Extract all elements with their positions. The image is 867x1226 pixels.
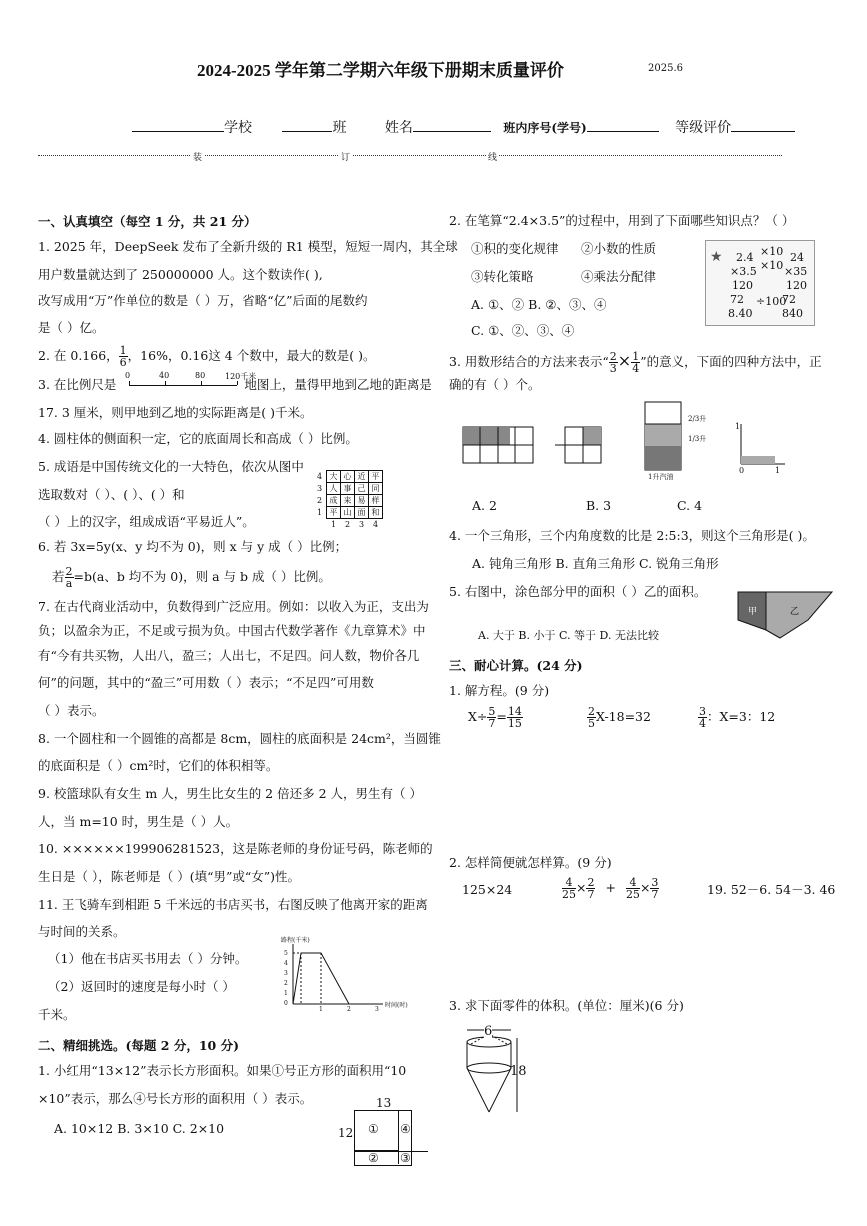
calc-image: ★ 2.4 ×3.5 120 72 8.40 ×10 ×10 ÷100 24 ×35 120 72 840 (705, 240, 815, 326)
q6-den: a (65, 577, 73, 590)
q2-text-c: 这 4 个数中，最大的数是( )。 (208, 348, 376, 363)
page-title: 2024-2025 学年第二学期六年级下册期末质量评价 (197, 61, 564, 80)
scale-bar (125, 371, 257, 390)
grid-row-label: 2 (316, 496, 323, 505)
grid-cell: 事 (341, 483, 355, 495)
grid-cell: 山 (341, 507, 355, 519)
axis-label-0: 0 (739, 466, 745, 475)
grid-cell: 平 (369, 471, 383, 483)
p3-line-1: 3. 用数形结合的方法来表示“ $\frac{2}{3}$ × $\frac{1}{4}$ ”的意义，下面的四种方法中，正 (449, 350, 822, 375)
q3-text-b: 地图上，量得甲地到乙地的距离是 (244, 377, 432, 392)
q8-line-1: 8. 一个圆柱和一个圆锥的高都是 8cm，圆柱的底面积是 24cm²，当圆锥 (38, 731, 441, 746)
equation-3: $\frac{3}{4}$ ：X=3：12 (699, 705, 776, 730)
class-label: 班 (332, 120, 347, 136)
q6-num: 2 (65, 565, 73, 578)
seat-label: 班内序号(学号) (503, 121, 587, 135)
equation-2: $\frac{2}{5}$ X-18=32 (588, 705, 651, 730)
idiom-grid-table (313, 470, 383, 530)
q11-line-1: 11. 王飞骑车到相距 5 千米远的书店买书，右图反映了他离开家的距离 (38, 897, 428, 912)
q6-fraction (65, 566, 74, 589)
region-jia-label: 甲 (748, 607, 758, 617)
grid-cell: 同 (369, 483, 383, 495)
seat-field[interactable] (587, 131, 659, 132)
q3-line-2: 17. 3 厘米，则甲地到乙地的实际距离是( )千米。 (38, 405, 313, 420)
calc-1-heading: 1. 解方程。(9 分) (449, 683, 550, 698)
scale-tick-120: 120千米 (225, 372, 257, 381)
q7-line-3: 有“今有共买物，人出八，盈三；人出七，不足四。问人数，物价各几 (38, 648, 420, 663)
graph-ylabel: 路程(千米) (281, 937, 310, 944)
section-2-heading: 二、精细挑选。(每题 2 分，10 分) (38, 1038, 239, 1053)
grid-col-label: 3 (358, 520, 365, 529)
q2-den: 6 (119, 356, 127, 369)
graph-xtick: 3 (375, 1006, 379, 1013)
q11-line-3: （1）他在书店买书用去（ ）分钟。 (48, 951, 248, 966)
cell-1: ① (368, 1122, 379, 1136)
q9-line-2: 人，当 m=10 时，男生是（ ）人。 (38, 814, 239, 829)
p3-option-a: A. 2 (472, 498, 497, 513)
graph-ytick: 0 (284, 1000, 288, 1007)
graph-ytick: 4 (284, 960, 288, 967)
p2-opt-2: ②小数的性质 (581, 241, 657, 256)
q2-text-b: ，16%， (127, 348, 181, 363)
cell-3: ③ (400, 1151, 411, 1165)
grid-col-label: 1 (330, 520, 337, 529)
p2-opt-3: ③转化策略 (471, 269, 534, 284)
p3-option-c: C. 4 (677, 498, 703, 513)
name-field[interactable] (413, 131, 491, 132)
jug-label-mid: 1/3升 (688, 435, 707, 443)
calc-expr-3: 19. 52－6. 54－3. 46 (707, 882, 836, 897)
q11-line-5: 千米。 (38, 1007, 76, 1022)
q10-line-2: 生日是（ ），陈老师是（ ）(填“男”或“女”)性。 (38, 869, 301, 884)
figure-a-grid (463, 427, 533, 463)
p2-opt-4: ④乘法分配律 (581, 269, 657, 284)
rect-left-label: 12 (338, 1126, 354, 1140)
calc-expr-1: 125×24 (462, 882, 513, 897)
section-3-heading: 三、耐心计算。(24 分) (449, 658, 583, 673)
region-yi-label: 乙 (790, 607, 800, 617)
section-1-heading: 一、认真填空（每空 1 分，共 21 分） (38, 214, 257, 229)
cell-4: ④ (400, 1122, 411, 1136)
p2-choices-1: A. ①、② B. ②、③、④ (471, 297, 607, 312)
q6-text-b: 若 (52, 569, 65, 584)
p5-options: A. 大于 B. 小于 C. 等于 D. 无法比较 (478, 629, 659, 642)
grid-cell: 平 (327, 507, 341, 519)
rect-top-label: 13 (376, 1096, 392, 1110)
grid-cell: 样 (369, 495, 383, 507)
p3-frac-2: $\frac{1}{4}$ (632, 350, 640, 375)
grid-cell: 面 (355, 507, 369, 519)
p3-text-b: ”的意义，下面的四种方法中，正 (640, 354, 822, 369)
grid-cell: 和 (369, 507, 383, 519)
grid-col-label: 4 (372, 520, 379, 529)
q6-line-2 (52, 566, 331, 589)
grade-field[interactable] (731, 131, 795, 132)
graph-xtick: 1 (319, 1006, 323, 1013)
p2-opt-1: ①积的变化规律 (471, 241, 559, 256)
calc-expr-2: $\frac{4}{25}$ × $\frac{2}{7}$ + $\frac{4}{25}$ × $\frac{3}{7}$ (562, 876, 659, 901)
exam-date: 2025.6 (648, 63, 683, 74)
q6-text-c: =b(a、b 均不为 0)，则 a 与 b 成（ ）比例。 (73, 569, 331, 584)
figure-d-axes (741, 424, 785, 464)
q2-repeating: 0.16̇ (180, 348, 209, 363)
binding-line (38, 155, 782, 156)
calc-3-heading: 3. 求下面零件的体积。(单位：厘米)(6 分) (449, 998, 684, 1013)
grid-row-label: 1 (316, 508, 323, 517)
p1-line-2: ×10”表示，那么④号长方形的面积用（ ）表示。 (38, 1091, 313, 1106)
p3-option-b: B. 3 (586, 498, 612, 513)
q5-line-1: 5. 成语是中国传统文化的一大特色，依次从图中 (38, 459, 304, 474)
p4-options: A. 钝角三角形 B. 直角三角形 C. 锐角三角形 (472, 556, 719, 571)
q1-line-4: 是（ ）亿。 (38, 320, 105, 335)
q2-text-a: 2. 在 0.166， (38, 348, 119, 363)
q2-fraction (119, 345, 128, 368)
grid-cell: 心 (341, 471, 355, 483)
jug-label-top: 2/3升 (688, 415, 707, 423)
graph-ytick: 1 (284, 990, 288, 997)
school-label: 学校 (224, 120, 252, 136)
grid-cell: 大 (327, 471, 341, 483)
binding-mark-3: 线 (486, 150, 499, 163)
q11-line-4: （2）返回时的速度是每小时（ ） (48, 979, 235, 994)
axis-label-1: 1 (735, 422, 741, 431)
star-icon: ★ (710, 249, 723, 265)
distance-time-graph (279, 938, 419, 1016)
grid-row-label: 4 (316, 472, 323, 481)
q2-num: 1 (119, 344, 127, 357)
grid-col-label: 2 (344, 520, 351, 529)
q3-text-a: 3. 在比例尺是 (38, 377, 117, 392)
idiom-grid (313, 470, 383, 530)
q1-line-1: 1. 2025 年，DeepSeek 发布了全新升级的 R1 模型，短短一周内，其全球 (38, 239, 458, 254)
grid-cell: 来 (341, 495, 355, 507)
q4-line: 4. 圆柱体的侧面积一定，它的底面周长和高成（ ）比例。 (38, 431, 358, 446)
q7-line-4: 何”的问题，其中的“盈三”可用数（ ）表示；“不足四”可用数 (38, 675, 374, 690)
diameter-label: 6 (484, 1024, 493, 1039)
q6-line-1: 6. 若 3x=5y(x、y 均不为 0)，则 x 与 y 成（ ）比例； (38, 539, 348, 554)
p4-line-1: 4. 一个三角形，三个内角度数的比是 2:5:3，则这个三角形是( )。 (449, 528, 815, 543)
q10-line-1: 10. ××××××199906281523，这是陈老师的身份证号码，陈老师的 (38, 841, 433, 856)
cell-2: ② (368, 1151, 379, 1165)
grid-cell: 己 (355, 483, 369, 495)
rectangle-figure (336, 1096, 416, 1170)
graph-xlabel: 时间(时) (385, 1002, 408, 1009)
height-label: 18 (510, 1064, 527, 1079)
q7-line-1: 7. 在古代商业活动中，负数得到广泛应用。例如：以收入为正，支出为 (38, 599, 429, 614)
axis-label-x1: 1 (775, 466, 781, 475)
graph-xtick: 2 (347, 1006, 351, 1013)
q1-line-2: 用户数量就达到了 250000000 人。这个数读作( ), (38, 267, 323, 282)
grade-label: 等级评价 (675, 120, 732, 136)
school-field[interactable] (132, 131, 224, 132)
scale-tick-80: 80 (195, 371, 206, 380)
equation-1: X÷ $\frac{5}{7}$ = $\frac{14}{15}$ (468, 705, 522, 730)
grid-cell: 人 (327, 483, 341, 495)
jug-label-bottom: 1升汽油 (648, 473, 674, 481)
graph-ytick: 2 (284, 980, 288, 987)
p2-line-1: 2. 在笔算“2.4×3.5”的过程中，用到了下面哪些知识点？（ ） (449, 213, 795, 228)
graph-ytick: 5 (284, 950, 288, 957)
q5-line-3: （ ）上的汉字，组成成语“平易近人”。 (38, 514, 255, 529)
figure-b-squares (555, 427, 601, 463)
graph-ytick: 3 (284, 970, 288, 977)
p5-line-1: 5. 右图中，涂色部分甲的面积（ ）乙的面积。 (449, 584, 707, 599)
calc-2-heading: 2. 怎样简便就怎样算。(9 分) (449, 855, 612, 870)
p3-text-a: 3. 用数形结合的方法来表示“ (449, 354, 609, 369)
grid-cell: 近 (355, 471, 369, 483)
q7-line-2: 负；以盈余为正，不足或亏损为负。中国古代数学著作《九章算术》中 (38, 623, 426, 638)
p1-options: A. 10×12 B. 3×10 C. 2×10 (54, 1121, 225, 1136)
scale-tick-0: 0 (125, 371, 131, 380)
q11-line-2: 与时间的关系。 (38, 924, 126, 939)
p3-line-2: 确的有（ ）个。 (449, 377, 541, 392)
scale-tick-40: 40 (159, 371, 170, 380)
q5-line-2: 选取数对（ ）、( ）、( ）和 (38, 487, 185, 502)
p3-frac-1: $\frac{2}{3}$ (609, 350, 617, 375)
q8-line-2: 的底面积是（ ）cm²时，它们的体积相等。 (38, 758, 279, 773)
binding-mark-2: 订 (339, 150, 352, 163)
p1-line-1: 1. 小红用“13×12”表示长方形面积。如果①号正方形的面积用“10 (38, 1063, 407, 1078)
grid-cell: 成 (327, 495, 341, 507)
part-figure (459, 1024, 539, 1120)
q7-line-5: （ ）表示。 (38, 703, 105, 718)
name-label: 姓名 (384, 120, 413, 136)
q2-line (38, 345, 375, 368)
p2-choices-2: C. ①、②、③、④ (471, 323, 575, 338)
grid-row-label: 3 (316, 484, 323, 493)
class-field[interactable] (282, 131, 332, 132)
q9-line-1: 9. 校篮球队有女生 m 人，男生比女生的 2 倍还多 2 人，男生有（ ） (38, 786, 422, 801)
figure-c-jug (645, 402, 681, 470)
q1-line-3: 改写成用“万”作单位的数是（ ）万，省略“亿”后面的尾数约 (38, 293, 368, 308)
binding-mark-1: 装 (191, 150, 204, 163)
info-row (132, 117, 795, 137)
grid-cell: 易 (355, 495, 369, 507)
